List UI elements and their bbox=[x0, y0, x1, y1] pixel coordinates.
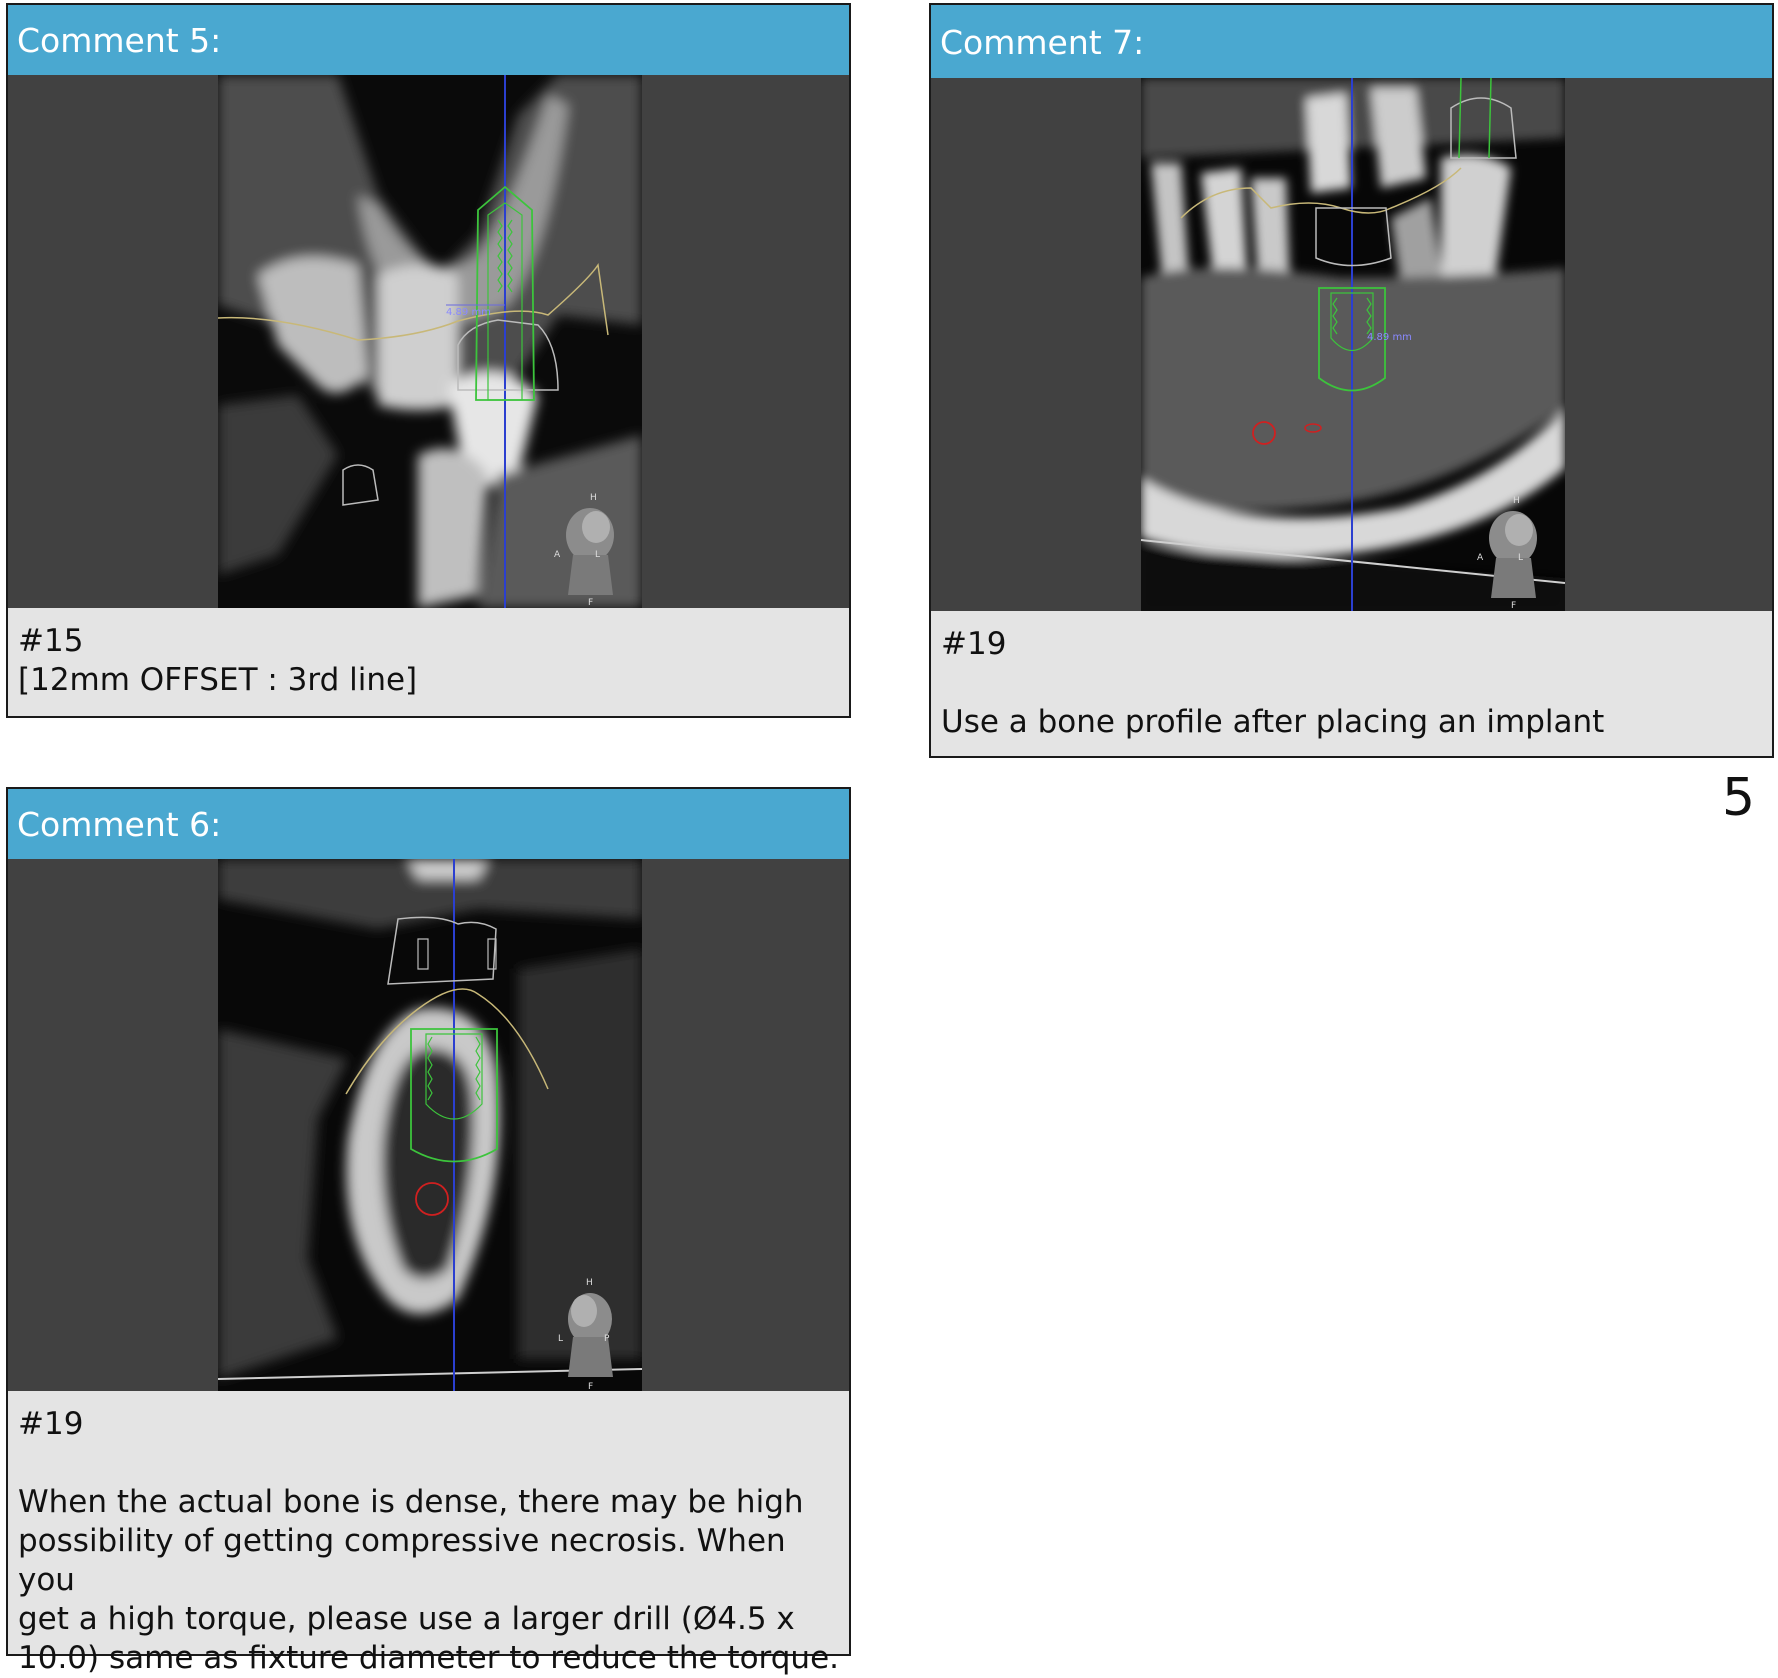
tooth-number: #19 bbox=[18, 1406, 84, 1442]
ct-viewer bbox=[8, 75, 849, 608]
comment-card-6 bbox=[6, 787, 851, 1676]
comment-note-line: get a high torque, please use a larger drill (Ø4.5 x bbox=[18, 1601, 795, 1637]
comment-note: Use a bone profile after placing an implant bbox=[941, 704, 1605, 740]
svg-text:L: L bbox=[1518, 553, 1524, 563]
comment-note-line: 10.0) same as fixture diameter to reduce the torque. bbox=[18, 1640, 840, 1676]
svg-text:F: F bbox=[1511, 601, 1517, 611]
comment-card-7 bbox=[929, 3, 1774, 758]
comment-header: Comment 6: bbox=[8, 789, 849, 859]
comment-body bbox=[8, 608, 849, 700]
comment-body bbox=[931, 611, 1772, 742]
comment-body bbox=[8, 1391, 849, 1678]
svg-text:H: H bbox=[586, 1278, 593, 1288]
comment-note-line: possibility of getting compressive necrosis. When you bbox=[18, 1523, 786, 1598]
ct-scan-image bbox=[1141, 78, 1565, 611]
svg-text:L: L bbox=[595, 550, 601, 560]
tooth-number: #15 bbox=[18, 623, 84, 659]
svg-text:F: F bbox=[588, 598, 594, 608]
svg-text:F: F bbox=[588, 1382, 594, 1391]
ct-scan-image bbox=[218, 859, 642, 1391]
svg-text:H: H bbox=[590, 493, 597, 503]
comment-header: Comment 5: bbox=[8, 5, 849, 75]
comment-note: [12mm OFFSET : 3rd line] bbox=[18, 662, 418, 698]
ct-viewer bbox=[8, 859, 849, 1391]
comment-note-line: When the actual bone is dense, there may be high bbox=[18, 1484, 804, 1520]
page-number: 5 bbox=[1722, 768, 1756, 828]
svg-text:H: H bbox=[1513, 496, 1520, 506]
comment-header: Comment 7: bbox=[931, 5, 1772, 78]
comment-card-5 bbox=[6, 3, 851, 718]
svg-text:P: P bbox=[604, 1334, 610, 1344]
svg-text:A: A bbox=[1477, 553, 1484, 563]
measurement-label: 4.89 mm bbox=[1367, 332, 1412, 343]
ct-viewer bbox=[931, 78, 1772, 611]
svg-text:L: L bbox=[558, 1334, 564, 1344]
svg-text:A: A bbox=[554, 550, 561, 560]
tooth-number: #19 bbox=[941, 626, 1007, 662]
measurement-label: 4.89 mm bbox=[446, 307, 491, 318]
ct-scan-image bbox=[218, 75, 642, 608]
